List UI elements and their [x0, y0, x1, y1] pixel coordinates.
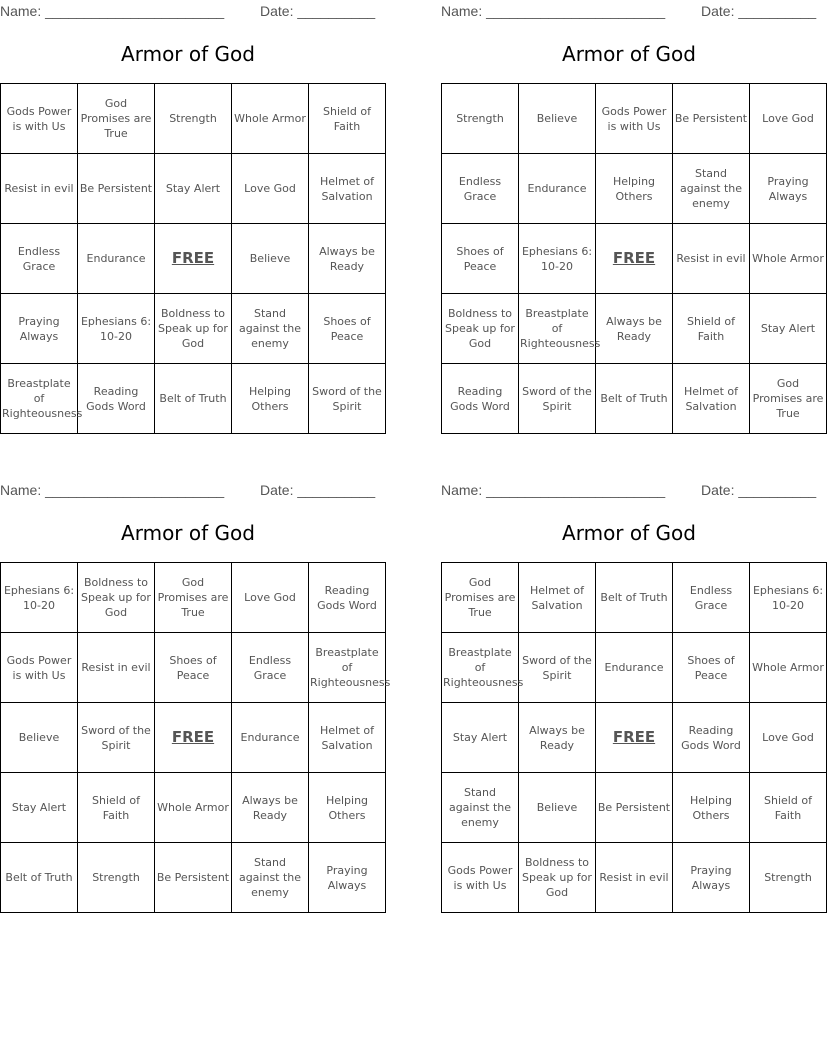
bingo-cell: Stay Alert	[155, 154, 232, 224]
bingo-cell: Belt of Truth	[155, 364, 232, 434]
grid-row	[442, 563, 827, 633]
bingo-cell: Belt of Truth	[1, 843, 78, 913]
bingo-cell: Strength	[155, 84, 232, 154]
bingo-cell: Shoes of Peace	[673, 633, 750, 703]
bingo-cell: Breastplate of Righteousness	[519, 294, 596, 364]
bingo-cell: Believe	[519, 773, 596, 843]
date-line: Date: __________	[701, 3, 817, 19]
bingo-cell: God Promises are True	[155, 563, 232, 633]
grid-row	[442, 843, 827, 913]
bingo-cell: Sword of the Spirit	[309, 364, 386, 434]
bingo-cell: Boldness to Speak up for God	[78, 563, 155, 633]
bingo-cell: Belt of Truth	[596, 364, 673, 434]
bingo-cell: God Promises are True	[78, 84, 155, 154]
bingo-cell: Stand against the enemy	[673, 154, 750, 224]
bingo-cell: Stand against the enemy	[232, 843, 309, 913]
bingo-cell: Gods Power is with Us	[1, 633, 78, 703]
bingo-cell: Be Persistent	[155, 843, 232, 913]
bingo-cell: Endless Grace	[673, 563, 750, 633]
name-line: Name: _______________________	[0, 482, 225, 498]
name-line: Name: _______________________	[441, 3, 666, 19]
grid-row	[1, 703, 386, 773]
bingo-cell: Stand against the enemy	[442, 773, 519, 843]
bingo-cell: Shoes of Peace	[155, 633, 232, 703]
bingo-cell: Helping Others	[596, 154, 673, 224]
bingo-cell: Shield of Faith	[673, 294, 750, 364]
grid-row	[442, 84, 827, 154]
bingo-cell: Gods Power is with Us	[596, 84, 673, 154]
bingo-cell: Sword of the Spirit	[519, 364, 596, 434]
bingo-cell: Always be Ready	[519, 703, 596, 773]
bingo-cell: Ephesians 6: 10-20	[750, 563, 827, 633]
grid-row	[1, 633, 386, 703]
free-space: FREE	[596, 703, 673, 773]
bingo-cell: Always be Ready	[309, 224, 386, 294]
bingo-cell: Shield of Faith	[78, 773, 155, 843]
bingo-cell: Stand against the enemy	[232, 294, 309, 364]
bingo-cell: Shoes of Peace	[309, 294, 386, 364]
grid-row	[1, 773, 386, 843]
bingo-cell: Praying Always	[309, 843, 386, 913]
bingo-cell: Boldness to Speak up for God	[155, 294, 232, 364]
date-line: Date: __________	[260, 3, 376, 19]
bingo-cell: Be Persistent	[673, 84, 750, 154]
bingo-cell: Endurance	[232, 703, 309, 773]
bingo-cell: Breastplate of Righteousness	[309, 633, 386, 703]
bingo-cell: Stay Alert	[750, 294, 827, 364]
card-title: Armor of God	[121, 521, 255, 545]
bingo-cell: Whole Armor	[750, 224, 827, 294]
bingo-cell: Whole Armor	[232, 84, 309, 154]
date-line: Date: __________	[260, 482, 376, 498]
bingo-cell: God Promises are True	[750, 364, 827, 434]
bingo-cell: Believe	[519, 84, 596, 154]
bingo-cell: Helmet of Salvation	[309, 703, 386, 773]
bingo-cell: Stay Alert	[442, 703, 519, 773]
bingo-cell: Reading Gods Word	[673, 703, 750, 773]
grid-row	[1, 84, 386, 154]
grid-row	[442, 633, 827, 703]
bingo-grid	[441, 83, 827, 434]
name-line: Name: _______________________	[441, 482, 666, 498]
bingo-cell: Resist in evil	[78, 633, 155, 703]
free-space: FREE	[155, 703, 232, 773]
bingo-cell: Be Persistent	[596, 773, 673, 843]
bingo-cell: Believe	[232, 224, 309, 294]
grid-row	[1, 364, 386, 434]
free-space: FREE	[155, 224, 232, 294]
bingo-cell: Love God	[232, 563, 309, 633]
bingo-cell: Believe	[1, 703, 78, 773]
bingo-cell: Endless Grace	[1, 224, 78, 294]
bingo-cell: Ephesians 6: 10-20	[78, 294, 155, 364]
bingo-cell: Belt of Truth	[596, 563, 673, 633]
bingo-cell: Reading Gods Word	[442, 364, 519, 434]
bingo-grid	[0, 562, 391, 913]
bingo-cell: Always be Ready	[232, 773, 309, 843]
bingo-grid	[441, 562, 827, 913]
bingo-cell: Gods Power is with Us	[442, 843, 519, 913]
bingo-cell: Love God	[750, 84, 827, 154]
bingo-cell: Sword of the Spirit	[519, 633, 596, 703]
bingo-cell: Helping Others	[309, 773, 386, 843]
bingo-cell: Praying Always	[1, 294, 78, 364]
bingo-cell: Helmet of Salvation	[309, 154, 386, 224]
bingo-cell: Resist in evil	[596, 843, 673, 913]
bingo-cell: Always be Ready	[596, 294, 673, 364]
bingo-cell: Endless Grace	[232, 633, 309, 703]
bingo-cell: Endurance	[596, 633, 673, 703]
bingo-cell: Boldness to Speak up for God	[442, 294, 519, 364]
free-space: FREE	[596, 224, 673, 294]
grid-row	[442, 154, 827, 224]
bingo-grid	[0, 83, 386, 434]
card-title: Armor of God	[121, 42, 255, 66]
bingo-cell: Shoes of Peace	[442, 224, 519, 294]
grid-row	[442, 773, 827, 843]
grid-row	[1, 563, 386, 633]
bingo-cell: Sword of the Spirit	[78, 703, 155, 773]
bingo-cell: Helping Others	[673, 773, 750, 843]
name-line: Name: _______________________	[0, 3, 225, 19]
bingo-cell: Breastplate of Righteousness	[1, 364, 78, 434]
bingo-cell: Boldness to Speak up for God	[519, 843, 596, 913]
grid-row	[1, 224, 386, 294]
bingo-cell: Endurance	[519, 154, 596, 224]
bingo-cell: Strength	[78, 843, 155, 913]
bingo-cell: Shield of Faith	[309, 84, 386, 154]
bingo-cell: God Promises are True	[442, 563, 519, 633]
grid-row	[1, 154, 386, 224]
grid-row	[442, 703, 827, 773]
bingo-cell: Helmet of Salvation	[673, 364, 750, 434]
bingo-cell: Stay Alert	[1, 773, 78, 843]
bingo-cell: Ephesians 6: 10-20	[519, 224, 596, 294]
bingo-cell: Reading Gods Word	[78, 364, 155, 434]
bingo-cell: Reading Gods Word	[309, 563, 386, 633]
bingo-cell: Ephesians 6: 10-20	[1, 563, 78, 633]
bingo-cell: Love God	[750, 703, 827, 773]
grid-row	[442, 364, 827, 434]
date-line: Date: __________	[701, 482, 817, 498]
bingo-cell: Praying Always	[673, 843, 750, 913]
bingo-cell: Endurance	[78, 224, 155, 294]
grid-row	[442, 224, 827, 294]
bingo-cell: Gods Power is with Us	[1, 84, 78, 154]
bingo-cell: Resist in evil	[673, 224, 750, 294]
bingo-cell: Strength	[750, 843, 827, 913]
bingo-cell: Love God	[232, 154, 309, 224]
card-title: Armor of God	[562, 521, 696, 545]
bingo-cell: Praying Always	[750, 154, 827, 224]
bingo-cell: Strength	[442, 84, 519, 154]
bingo-cell: Breastplate of Righteousness	[442, 633, 519, 703]
grid-row	[1, 294, 386, 364]
bingo-cell: Resist in evil	[1, 154, 78, 224]
grid-row	[442, 294, 827, 364]
bingo-cell: Whole Armor	[750, 633, 827, 703]
bingo-cell: Shield of Faith	[750, 773, 827, 843]
bingo-cell: Whole Armor	[155, 773, 232, 843]
card-title: Armor of God	[562, 42, 696, 66]
grid-row	[1, 843, 386, 913]
bingo-cell: Be Persistent	[78, 154, 155, 224]
bingo-cell: Helping Others	[232, 364, 309, 434]
bingo-cell: Endless Grace	[442, 154, 519, 224]
bingo-cell: Helmet of Salvation	[519, 563, 596, 633]
